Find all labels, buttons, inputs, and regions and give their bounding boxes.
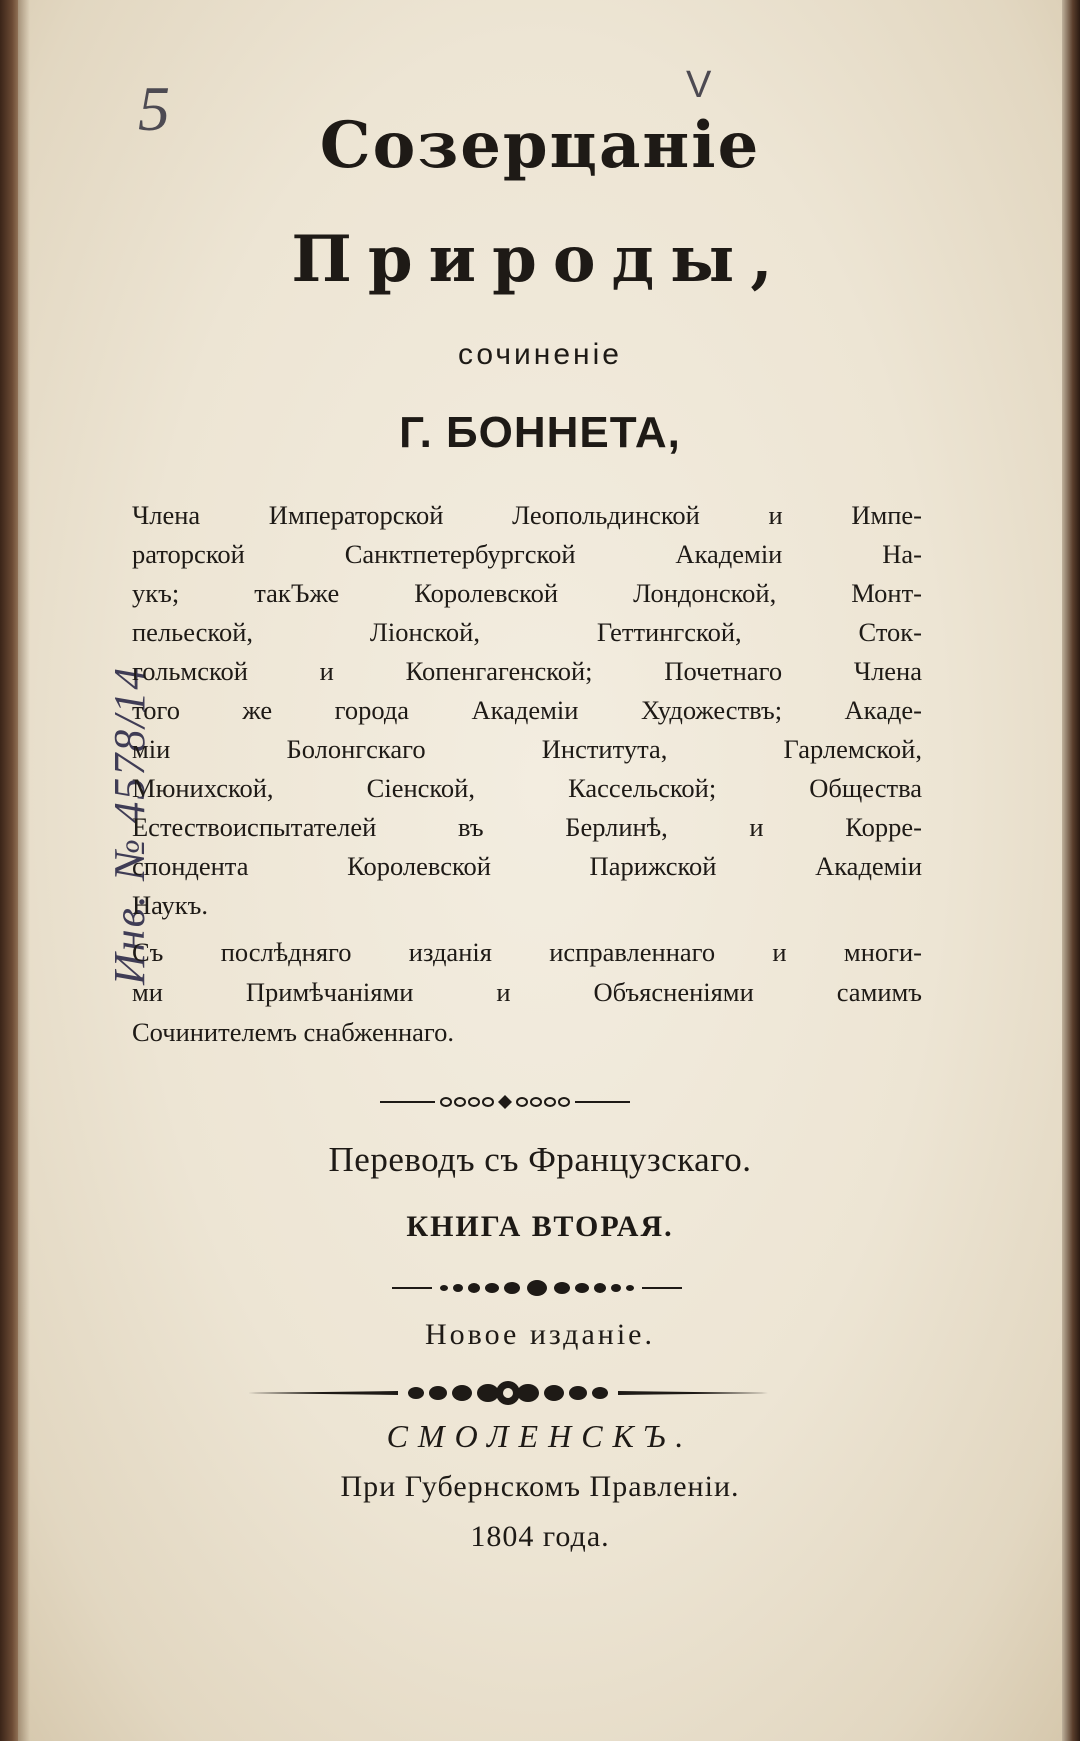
edition-note-line: Сочинителемъ снабженнаго. (132, 1017, 454, 1047)
ornament-divider-2 (392, 1276, 682, 1300)
credentials-line: міи Болонгскаго Института, Гарлемской, (132, 734, 922, 764)
handwritten-inventory-number: Инв. № 4578/14 (105, 665, 154, 985)
title-line-1: Созерцаніе (319, 108, 761, 183)
author-credentials (132, 496, 922, 925)
translation-note: Переводъ съ Французскаго. (328, 1140, 752, 1179)
title-page (18, 0, 1062, 1741)
credentials-line: гольмской и Копенгагенской; Почетнаго Члена (132, 656, 922, 686)
work-by-label: сочиненіе (458, 338, 622, 371)
author-name: Г. БОННЕТА, (399, 408, 681, 457)
ornament-divider-3 (248, 1380, 768, 1406)
edition-note-line: Съ послѣдняго изданія исправленнаго и многи- (132, 937, 922, 967)
imprint-city: СМОЛЕНСКЪ. (386, 1418, 694, 1454)
edition-note (132, 932, 922, 1052)
book-binding-right (1062, 0, 1080, 1741)
book-number: КНИГА ВТОРАЯ. (406, 1210, 674, 1243)
credentials-line: пельеской, Ліонской, Геттингской, Сток- (132, 617, 922, 647)
credentials-line: раторской Санктпетербургской Академіи На- (132, 539, 922, 569)
title-line-2: Природы, (291, 222, 789, 297)
handwritten-shelf-number: 5 (138, 73, 170, 144)
credentials-line: того же города Академіи Художествъ; Акаде- (132, 695, 922, 725)
ornament-divider-1 (380, 1090, 630, 1114)
new-edition-label: Новое изданіе. (425, 1318, 655, 1351)
credentials-line: спондента Королевской Парижской Академіи (132, 851, 922, 881)
credentials-line: укъ; такЪже Королевской Лондонской, Монт- (132, 578, 922, 608)
credentials-line: Наукъ. (132, 890, 209, 920)
credentials-line: Мюнихской, Сіенской, Кассельской; Общества (132, 773, 922, 803)
credentials-line: Естествоиспытателей въ Берлинѣ, и Корре- (132, 812, 922, 842)
imprint-press: При Губернскомъ Правленіи. (340, 1470, 740, 1503)
edition-note-line: ми Примѣчаніями и Объясненіями самимъ (132, 977, 922, 1007)
handwritten-check-mark: V (686, 64, 712, 106)
imprint-year: 1804 года. (470, 1520, 610, 1553)
credentials-line: Члена Императорской Леопольдинской и Импе- (132, 500, 922, 530)
